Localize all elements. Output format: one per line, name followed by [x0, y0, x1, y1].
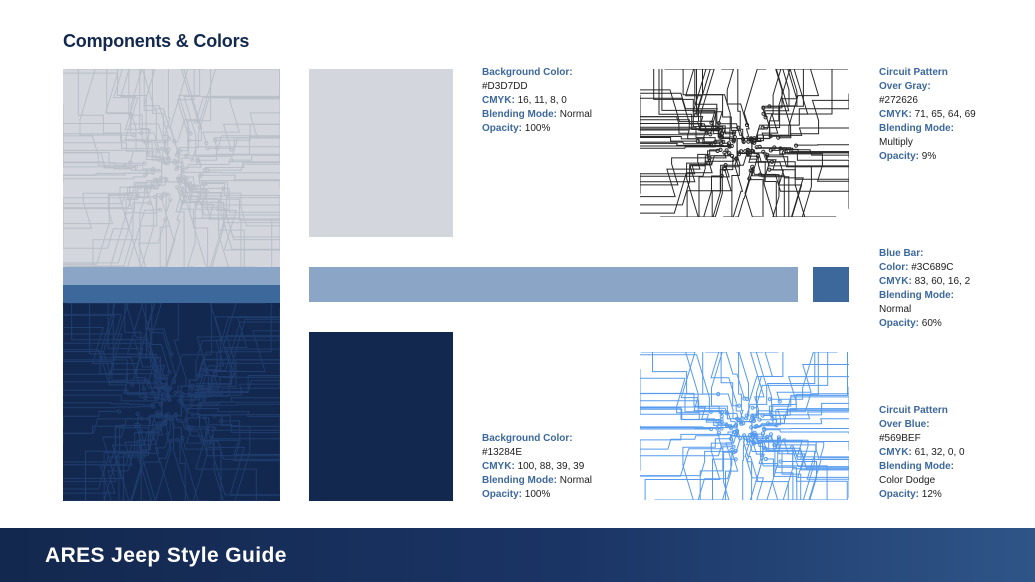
- spec-title: Circuit Pattern: [879, 67, 948, 78]
- spec-label: Blending Mode:: [879, 123, 954, 134]
- spec-value: Normal: [559, 475, 593, 486]
- spec-value: #3C689C: [911, 262, 954, 273]
- spec-title: Circuit Pattern: [879, 405, 948, 416]
- spec-value: 83, 60, 16, 2: [914, 276, 971, 287]
- circuit-pattern-blue-lines: [640, 352, 849, 500]
- spec-title: Over Blue:: [879, 419, 930, 430]
- spec-value: 100, 88, 39, 39: [517, 461, 585, 472]
- spec-value: 60%: [921, 318, 942, 329]
- spec-label: Opacity:: [879, 489, 920, 500]
- spec-label: Color:: [879, 262, 909, 273]
- footer-banner: [0, 528, 1035, 582]
- spec-value: #13284E: [482, 447, 523, 458]
- spec-circuit-gray: [879, 66, 976, 164]
- circuit-pattern-blue-sample: [640, 352, 849, 500]
- spec-value: 9%: [921, 151, 937, 162]
- spec-value: Multiply: [879, 137, 913, 148]
- spec-label: Opacity:: [482, 489, 523, 500]
- spec-value: Normal: [559, 109, 593, 120]
- spec-label: Blending Mode:: [879, 461, 954, 472]
- spec-title: Blue Bar:: [879, 248, 924, 259]
- preview-circuit-gray: [63, 69, 280, 267]
- composite-preview: [63, 69, 280, 501]
- light-blue-bar-swatch: [309, 267, 798, 302]
- spec-value: #D3D7DD: [482, 81, 528, 92]
- spec-label: Blending Mode:: [482, 475, 557, 486]
- spec-value: 71, 65, 64, 69: [914, 109, 976, 120]
- spec-background-gray: [482, 66, 592, 136]
- spec-label: Background Color:: [482, 433, 573, 444]
- spec-value: 12%: [921, 489, 942, 500]
- spec-value: #272626: [879, 95, 918, 106]
- spec-label: Opacity:: [879, 318, 920, 329]
- spec-label: CMYK:: [482, 461, 515, 472]
- spec-value: 100%: [524, 123, 551, 134]
- spec-label: Opacity:: [482, 123, 523, 134]
- circuit-pattern-dark-lines: [640, 69, 849, 217]
- blue-bar-swatch: [813, 267, 849, 302]
- spec-value: Color Dodge: [879, 475, 936, 486]
- page-title: Components & Colors: [63, 31, 250, 51]
- preview-blue-bar: [63, 285, 280, 303]
- spec-label: Blending Mode:: [879, 290, 954, 301]
- spec-circuit-blue: [879, 404, 965, 502]
- spec-label: CMYK:: [879, 276, 912, 287]
- spec-value: Normal: [879, 304, 912, 315]
- spec-label: Opacity:: [879, 151, 920, 162]
- spec-label: CMYK:: [879, 447, 912, 458]
- spec-title: Over Gray:: [879, 81, 931, 92]
- preview-circuit-blue: [63, 303, 280, 501]
- spec-background-navy: [482, 432, 592, 502]
- spec-value: 61, 32, 0, 0: [914, 447, 965, 458]
- circuit-pattern-gray-sample: [640, 69, 849, 217]
- footer-title: ARES Jeep Style Guide: [45, 544, 287, 567]
- spec-label: CMYK:: [482, 95, 515, 106]
- spec-label: Blending Mode:: [482, 109, 557, 120]
- spec-value: #569BEF: [879, 433, 921, 444]
- spec-value: 100%: [524, 489, 551, 500]
- navy-background-swatch: [309, 332, 453, 501]
- spec-label: CMYK:: [879, 109, 912, 120]
- spec-value: 16, 11, 8, 0: [517, 95, 567, 106]
- spec-blue-bar: [879, 247, 970, 331]
- gray-background-swatch: [309, 69, 453, 237]
- spec-label: Background Color:: [482, 67, 573, 78]
- preview-light-blue-bar: [63, 267, 280, 285]
